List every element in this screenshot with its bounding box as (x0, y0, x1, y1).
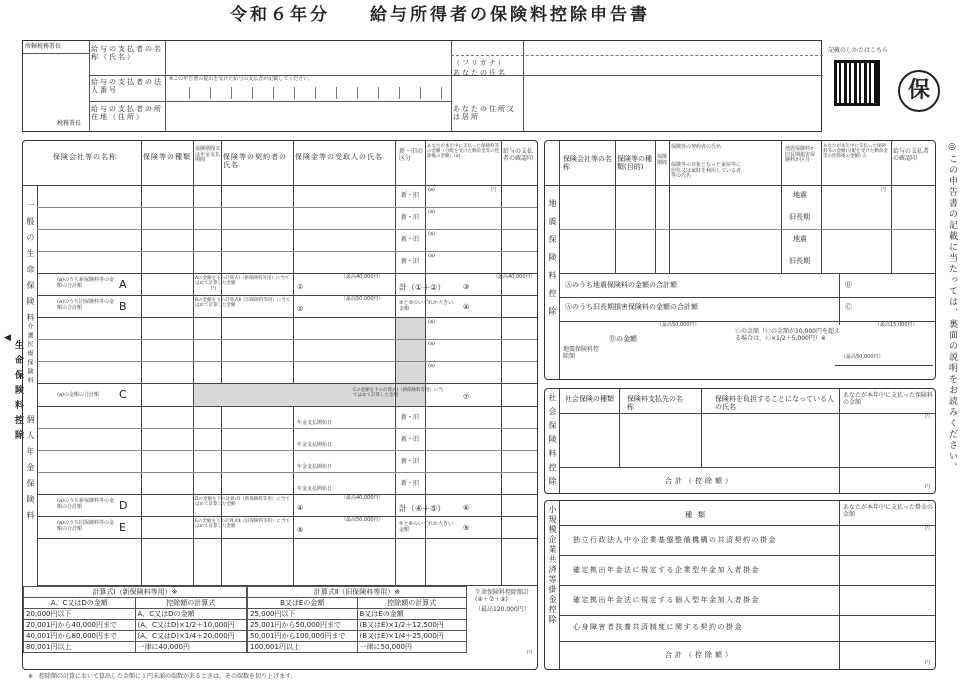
medical-a-1: (a) (428, 319, 435, 325)
eq-deduct-label: 地震保険料控除額 (563, 346, 600, 360)
small-yen: 円 (925, 526, 931, 532)
eq-kind1-b[interactable]: 地震 (793, 235, 807, 243)
seal-icon: 保 (898, 70, 940, 112)
f1-r1-c1: (A、C又はD)×1/2＋10,000円 (135, 620, 247, 631)
social-block (544, 388, 936, 494)
life-total-label: 生命保険料控除額計(④＋⑦＋⑨) (475, 589, 530, 603)
f1-r2-c1: (A、C又はD)×1/4＋20,000円 (135, 631, 247, 642)
eq-kind2-b[interactable]: 旧長期 (789, 257, 810, 265)
social-col-amount: あなたが本年中に支払った保険料の金額 (843, 392, 934, 406)
your-name-input[interactable] (525, 57, 821, 73)
group-medical-label: 介護医療保険料 (26, 323, 33, 386)
mark-1: ① (297, 283, 304, 291)
f2-r0-c0: 25,000円以下 (248, 609, 358, 620)
social-total-label: 合計（控除額） (665, 477, 735, 485)
f1-r1-c0: 20,001円から40,000円まで (24, 620, 136, 631)
life-col-beneficiary: 保険金等の受取人の氏名 (295, 153, 383, 161)
row-c-label: (a)の金額の合計額 (57, 392, 99, 398)
pension-newold-4[interactable]: 新・旧 (401, 480, 420, 487)
f2-r1-c0: 25,001円から50,000円まで (248, 620, 358, 631)
small-side-label: 小規模企業共済等掛金控除 (548, 505, 557, 625)
office-input[interactable] (24, 54, 88, 118)
small-row-1: 独立行政法人中小企業基盤整備機構の共済契約の掛金 (573, 536, 777, 544)
eq-total-input[interactable] (835, 365, 933, 378)
f2-r3-c1: 一律に50,000円 (357, 642, 467, 653)
f2-r0-c1: B又はEの金額 (357, 609, 467, 620)
eq-col-period: 保険期間 (657, 154, 668, 166)
life-insurance-side-label: ◀ (4, 333, 11, 343)
row-d-mark: D (119, 499, 128, 512)
calc-d-label: Dの金額を下の計算式Ⅰ（新保険料等用）に当てはめて計算した金額 (195, 497, 290, 507)
row-e-mark: E (119, 521, 126, 534)
eq-col-resident: 保険等の対象となった家屋等に居住又は家財を利用している者等の氏名 (671, 162, 742, 179)
social-col-payee: 保険料支払先の名称 (627, 395, 683, 412)
life-col-confirm: 給与の支払者の確認印 (503, 148, 534, 162)
life-col-contractor: 保険等の契約者の氏名 (223, 153, 287, 170)
right-vertical-note: ◎この申告書の記載に当たっては、裏面の説明をお読みください。 (947, 142, 957, 473)
eq-col-amount: あなたが本年中に支払った保険料等の金額(分配を受けた剰余金等の控除後の金額) Ⓐ (823, 144, 888, 159)
f2-h1: 控除額の計算式 (357, 598, 467, 609)
f2-h0: B又はEの金額 (248, 598, 358, 609)
general-newold-2[interactable]: 新・旧 (401, 214, 420, 221)
eq-col-kind: 地震保険料か旧長期損害保険料か区分 (785, 146, 816, 163)
general-yen-1: 円 (491, 187, 497, 193)
small-col-amount: あなたが本年中に支払った掛金の金額 (843, 504, 934, 518)
sum-1-2: 計（①＋②） (399, 283, 446, 292)
life-col-amount: あなたが本年中に支払った保険料等の金額（分配を受けた剰余金等の控除後の金額）(a) (427, 144, 499, 159)
f1-r0-c0: 20,000円以下 (24, 609, 136, 620)
qr-code-icon[interactable] (834, 60, 880, 106)
eq-sum-old: Ⓐのうち旧長期損害保険料の金額の合計額 (565, 303, 698, 311)
row-a-mark: A (119, 278, 127, 291)
row-c-mark: C (119, 388, 127, 401)
small-row-2: 確定拠出年金法に規定する企業型年金加入者掛金 (573, 566, 760, 574)
max40-1: （最高40,000円） (341, 274, 384, 280)
mark-9: ⑨ (463, 524, 470, 532)
eq-yen-1: 円 (881, 187, 887, 193)
row-b-label: (a)のうち旧保険料等の金額の合計額 (57, 299, 114, 311)
furigana-input[interactable] (525, 43, 821, 54)
payer-address-input[interactable] (167, 103, 449, 129)
calc-a-label: Aの金額を下の計算式Ⅰ（新保険料等用）に当てはめて計算した金額 (195, 276, 290, 286)
row-a-yen: 円 (211, 286, 217, 292)
your-address-label: あなたの住所又は居所 (453, 105, 516, 122)
pension-start-3: 年金支払開始日 (297, 464, 333, 470)
mark-4b: ④ (297, 504, 304, 512)
medical-a-3: (a) (428, 363, 435, 369)
life-col-period: 保険期間又は年金支払期間 (195, 146, 221, 163)
eq-kind2-a[interactable]: 旧長期 (789, 213, 810, 221)
formula2-table (247, 586, 467, 653)
eq-b-amount: Ⓑの金額 (609, 335, 637, 343)
calc-c-label: Cの金額を下の計算式Ⅰ（新保険料等用）に当てはめて計算した金額 (353, 388, 443, 398)
formula1-table (23, 586, 247, 653)
f1-r3-c1: 一律に40,000円 (135, 642, 247, 653)
pension-start-4: 年金支払開始日 (297, 486, 333, 492)
earthquake-side-label: 地震保険料控除 (548, 199, 557, 325)
f2-r3-c0: 100,001円以上 (248, 642, 358, 653)
f1-r3-c0: 80,001円以上 (24, 642, 136, 653)
general-a-3: (a) (428, 231, 435, 237)
footnote: ※ 控除額の計算において算出した金額に１円未満の端数があるときは、その端数を切り上げます。 (28, 673, 297, 680)
small-row-4: 心身障害者扶養共済制度に関する契約の掛金 (573, 623, 743, 631)
pension-start-1: 年金支払開始日 (297, 420, 333, 426)
mark-7: ⑦ (463, 393, 470, 401)
mark-4: ④ (463, 303, 470, 311)
row-b-mark: B (119, 300, 127, 313)
payer-number-label: 給与の支払者の法人番号 (91, 78, 163, 95)
general-a-4: (a) (428, 253, 435, 259)
calc-e-label: Eの金額を下の計算式Ⅱ（旧保険料等用）に当てはめて計算した金額 (195, 519, 291, 529)
max40-3: （最高40,000円） (493, 274, 536, 280)
payer-name-label: 給与の支払者の名称（氏名） (91, 45, 163, 62)
eq-mark-b: Ⓑ (845, 281, 852, 289)
eq-col-company: 保険会社等の名称 (563, 155, 612, 172)
mark-3: ③ (463, 283, 470, 291)
social-col-bearer: 保険料を負担することになっている人の氏名 (715, 395, 834, 412)
f2-r2-c0: 50,001円から100,000円まで (248, 631, 358, 642)
f2-r1-c1: (B又はE)×1/2＋12,500円 (357, 620, 467, 631)
formula2-title: 計算式Ⅱ（旧保険料等用）※ (248, 587, 467, 598)
f1-h1: 控除額の計算式 (135, 598, 247, 609)
your-name-label: あなたの氏名 (453, 69, 507, 77)
row-a-label: (a)のうち新保険料等の金額の合計額 (57, 277, 114, 289)
social-total-yen: 円 (925, 484, 931, 490)
pension-newold-3[interactable]: 新・旧 (401, 458, 420, 465)
small-total-label: 合計（控除額） (665, 651, 735, 659)
calc-b-label: Bの金額を下の計算式Ⅱ（旧保険料等用）に当てはめて計算した金額 (195, 298, 291, 308)
eq-sum-quake: Ⓐのうち地震保険料の金額の合計額 (565, 281, 677, 289)
eq-col-type: 保険等の種類(目的) (617, 155, 652, 172)
eq-col-contractor: 保険等の契約者の氏名 (671, 144, 722, 150)
general-newold-3[interactable]: 新・旧 (401, 236, 420, 243)
earthquake-block (544, 140, 936, 380)
group-pension-label: 個人年金保険料 (26, 415, 35, 527)
office-label: 所轄税務署長 (25, 43, 62, 50)
life-block (22, 140, 538, 670)
social-col-type: 社会保険の種類 (565, 395, 614, 403)
furigana-label: （フリガナ） (453, 59, 507, 67)
general-a-2: (a) (428, 209, 435, 215)
small-total-yen: 円 (925, 660, 931, 666)
group-general-label: 一般の生命保険料 (26, 201, 35, 329)
formula1-title: 計算式Ⅰ（新保険料等用）※ (24, 587, 247, 598)
mark-2: ② (297, 305, 304, 313)
life-col-company: 保険会社等の名称 (53, 153, 117, 161)
eq-mark-c: Ⓒ (845, 303, 852, 311)
life-col-type: 保険等の種類 (143, 153, 191, 161)
form-title: 令和６年分 給与所得者の保険料控除申告書 (230, 5, 650, 25)
eq-c-max: （最高15,000円） (875, 322, 918, 328)
general-newold-4[interactable]: 新・旧 (401, 258, 420, 265)
header-block (22, 40, 822, 132)
social-yen: 円 (925, 414, 931, 420)
max50-5: （最高50,000円） (341, 517, 384, 523)
your-address-input[interactable] (525, 77, 821, 129)
f1-r2-c0: 40,001円から80,000円まで (24, 631, 136, 642)
bigger-5-6: ⑤と⑥のいずれか大きい金額 (399, 521, 453, 533)
general-a-1: (a) (428, 187, 435, 193)
f1-h0: A、C又はDの金額 (24, 598, 136, 609)
eq-col-confirm: 給与の支払者の確認印 (893, 148, 930, 162)
general-newold-1[interactable]: 新・旧 (401, 192, 420, 199)
payer-address-label: 給与の支払者の所在地（住所） (91, 105, 163, 122)
sum-4-5: 計（④＋⑤） (399, 504, 446, 513)
row-e-label: (a)のうち旧保険料等の金額の合計額 (57, 520, 114, 532)
payer-name-input[interactable] (167, 43, 449, 73)
small-col-type: 種類 (685, 511, 711, 519)
f1-r0-c1: A、C又はDの金額 (135, 609, 247, 620)
life-total-max: （最高120,000円） (475, 606, 530, 613)
medical-a-2: (a) (428, 341, 435, 347)
payer-number-input[interactable] (169, 87, 449, 99)
small-block (544, 500, 936, 670)
eq-c-formula: Ⓒの金額（Ⓒの金額が10,000円を超える場合は、Ⓒ×1/2＋5,000円）※ (735, 328, 840, 342)
life-side-label: 生命保険料控除 (13, 340, 23, 445)
bigger-2-3: ②と③のいずれか大きい金額 (399, 300, 453, 312)
social-side-label: 社会保険料控除 (548, 393, 557, 491)
payer-number-note: ※この申告書の提出を受けた給与の支払者が記載してください。 (169, 76, 314, 82)
eq-kind1-a[interactable]: 地震 (793, 191, 807, 199)
pension-newold-1[interactable]: 新・旧 (401, 414, 420, 421)
life-total-yen: 円 (527, 650, 533, 656)
max40-4: （最高40,000円） (341, 495, 384, 501)
row-d-label: (a)のうち新保険料等の金額の合計額 (57, 498, 114, 510)
pension-start-2: 年金支払開始日 (297, 442, 333, 448)
life-total-input[interactable] (471, 619, 535, 659)
mark-6: ⑥ (463, 504, 470, 512)
qr-caption: 記載のしかたはこちら (828, 47, 889, 54)
life-col-newold: 新・旧の区分 (399, 148, 424, 162)
pension-newold-2[interactable]: 新・旧 (401, 436, 420, 443)
eq-b-max: （最高50,000円） (657, 322, 700, 328)
office-suffix: 税務署長 (57, 120, 82, 127)
f2-r2-c1: (B又はE)×1/4＋25,000円 (357, 631, 467, 642)
eq-total-max: （最高50,000円） (841, 354, 884, 360)
small-row-3: 確定拠出年金法に規定する個人型年金加入者掛金 (573, 596, 760, 604)
max50-2: （最高50,000円） (341, 296, 384, 302)
mark-5: ⑤ (297, 526, 304, 534)
